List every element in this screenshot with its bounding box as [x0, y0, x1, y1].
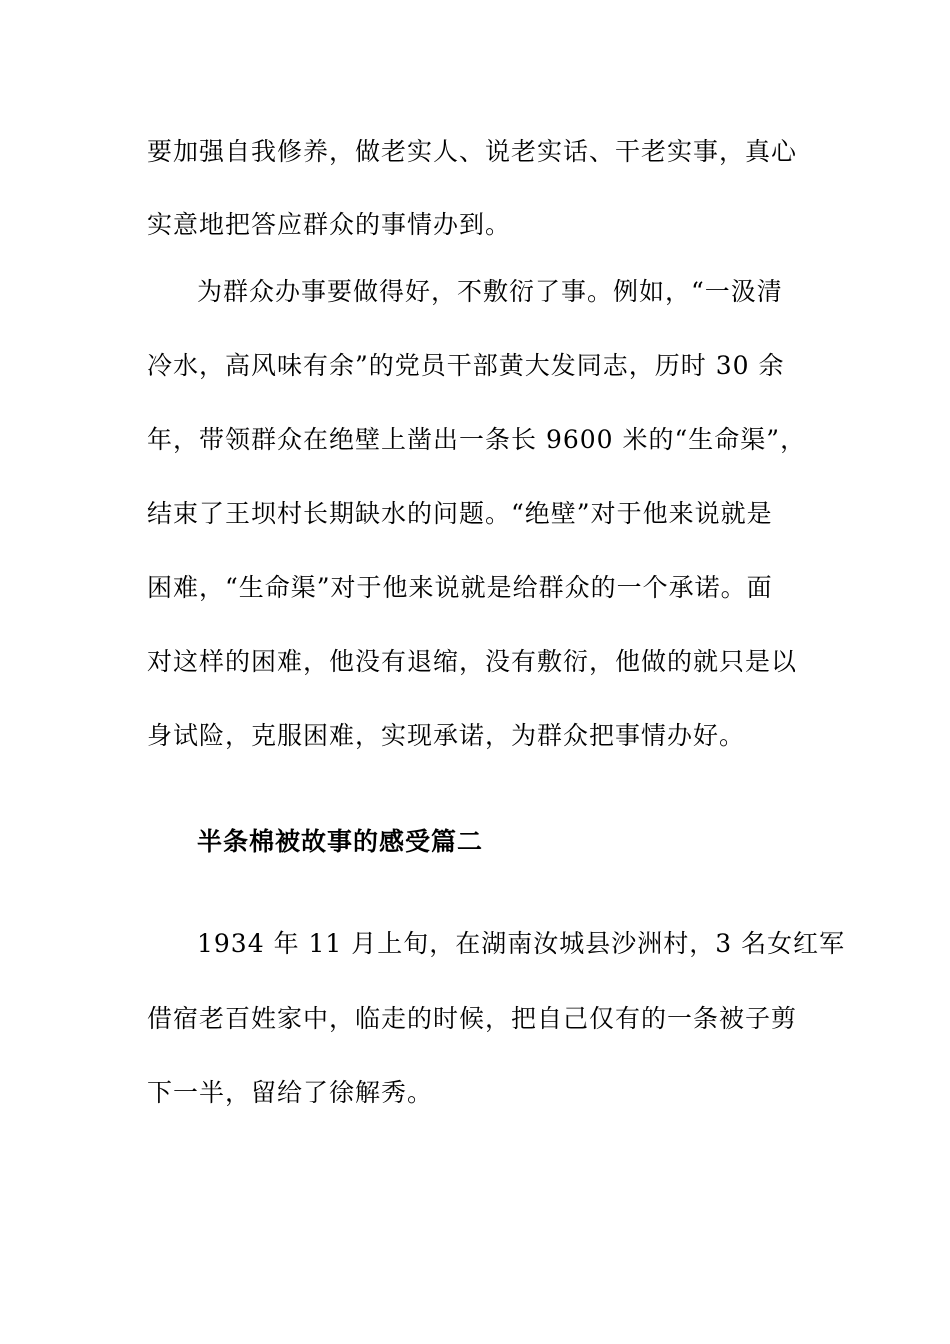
- paragraph-2-line-1: 为群众办事要做得好，不敷衍了事。例如，“一汲清: [197, 277, 783, 306]
- paragraph-3-line-1: 1934 年 11 月上旬，在湖南汝城县沙洲村，3 名女红军: [197, 929, 846, 958]
- paragraph-2-line-5: 困难，“生命渠”对于他来说就是给群众的一个承诺。面: [147, 573, 773, 602]
- paragraph-2-line-2: 冷水，高风味有余”的党员干部黄大发同志，历时 30 余: [147, 351, 785, 380]
- paragraph-1-line-1: 要加强自我修养，做老实人、说老实话、干老实事，真心: [147, 137, 798, 166]
- paragraph-3-line-3: 下一半，留给了徐解秀。: [147, 1078, 434, 1107]
- paragraph-2-line-6: 对这样的困难，他没有退缩，没有敷衍，他做的就只是以: [147, 647, 798, 676]
- paragraph-1-line-2: 实意地把答应群众的事情办到。: [147, 210, 512, 239]
- paragraph-2-line-3: 年，带领群众在绝壁上凿出一条长 9600 米的“生命渠”，: [147, 425, 807, 454]
- paragraph-3-line-2: 借宿老百姓家中，临走的时候，把自己仅有的一条被子剪: [147, 1004, 798, 1033]
- paragraph-2-line-7: 身试险，克服困难，实现承诺，为群众把事情办好。: [147, 721, 746, 750]
- paragraph-2-line-4: 结束了王坝村长期缺水的问题。“绝壁”对于他来说就是: [147, 499, 773, 528]
- section-heading: 半条棉被故事的感受篇二: [197, 827, 484, 856]
